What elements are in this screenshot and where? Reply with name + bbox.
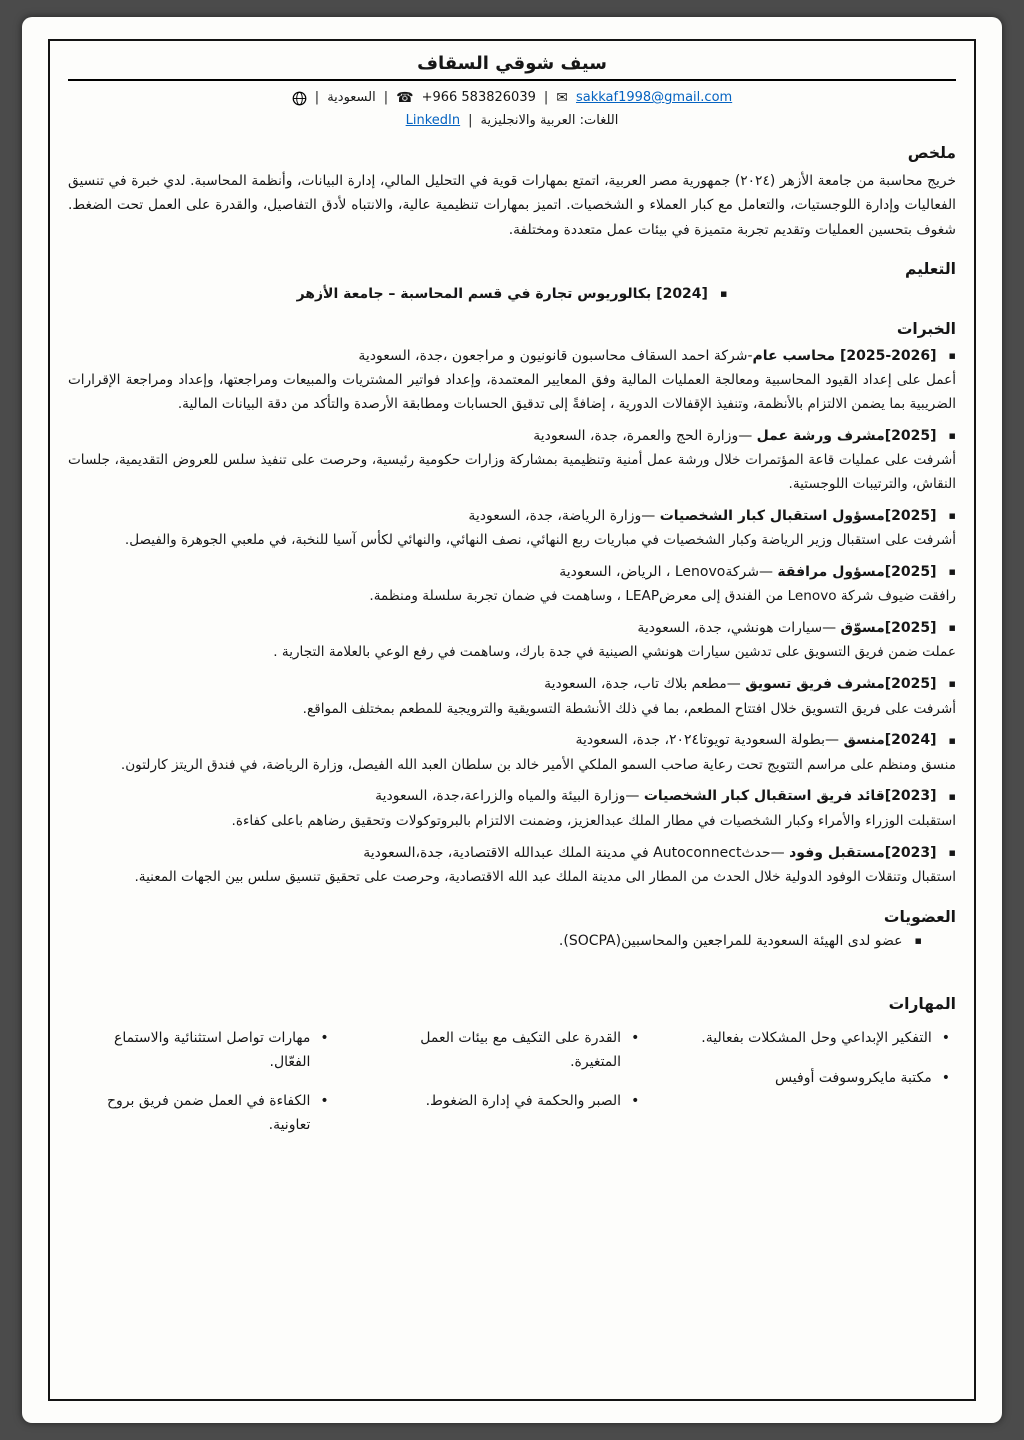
- phone-icon: ☎: [396, 90, 414, 107]
- skill-item: [695, 1027, 950, 1051]
- linkedin-link[interactable]: LinkedIn: [405, 113, 461, 129]
- section-experience: [68, 320, 956, 890]
- experience-description: أعمل على إعداد القيود المحاسبية ومعالجة العمليات المالية وفق المعايير المعتمدة، وإعداد فواتير المشتريات والمبيعات ومراجعتها، وإعداد ومراجعة الإقرارات الضريبية بما يضمن الالتزام بالأنظمة، وتنفيذ الإقفالات الدورية ، إضافةً إلى تدقيق الحسابات ومطابقة الأرصدة والتأكد من دقة البيانات المالية.: [68, 372, 956, 412]
- experience-organization: -شركة احمد السقاف محاسبون قانونيون و مراجعون ،جدة، السعودية: [358, 347, 753, 364]
- section-skills: [68, 995, 956, 1138]
- globe-icon: [292, 91, 307, 106]
- experience-title-line: [68, 785, 956, 807]
- languages-label: اللغات: العربية والانجليزية: [480, 113, 619, 129]
- experience-description: منسق ومنظم على مراسم التتويج تحت رعاية صاحب السمو الملكي الأمير خالد بن سلطان العبد الله الفيصل، وزارة الرياضة، في فندق الريتز كارلتون.: [120, 756, 956, 773]
- experience-title-line: [68, 729, 956, 751]
- experience-title-line: [68, 505, 956, 527]
- candidate-name: سيف شوقي السقاف: [417, 53, 607, 74]
- page-border-frame: [48, 39, 976, 1401]
- phone-number: +966 583826039: [421, 90, 536, 105]
- resume-page: [22, 17, 1002, 1423]
- square-bullet-icon: ▪: [948, 845, 956, 859]
- square-bullet-icon: ▪: [948, 789, 956, 803]
- experience-description: عملت ضمن فريق التسويق على تدشين سيارات هونشي الصينية في جدة بارك، وساهمت في رفع الوعي بالعلامة التجارية .: [273, 644, 956, 661]
- experience-organization: —وزارة الحج والعمرة، جدة، السعودية: [533, 427, 757, 444]
- summary-text: خريج محاسبة من جامعة الأزهر (٢٠٢٤) جمهورية مصر العربية، اتمتع بمهارات قوية في التحليل المالي، إدارة البيانات، وأنظمة المحاسبة. لدي خبرة في تنسيق الفعاليات وإدارة اللوجستيات، والتعامل مع كبار العملاء و الشخصيات. اتميز بمهارات تنظيمية عالية، والانتباه لأدق التفاصيل، والقدرة على العمل تحت الضغط. شغوف بتحسين العمليات وتقديم تجربة متميزة في بيئات عمل متعددة ومختلفة.: [68, 173, 956, 238]
- skills-grid: [68, 1027, 956, 1138]
- experience-role: [2025-2026] محاسب عام: [752, 347, 937, 364]
- experience-organization: —وزارة الرياضة، جدة، السعودية: [468, 507, 660, 524]
- experience-description: استقبال وتنقلات الوفود الدولية خلال الحدث من المطار الى مدينة الملك عبد الله الاقتصادية، وحرصت على تحقيق تنسيق سلس بين الجهات المعنية.: [134, 869, 956, 886]
- experience-description: أشرفت على عمليات قاعة المؤتمرات خلال ورشة عمل أمنية وتنظيمية بمشاركة وزارات حكومية رئيسية، وحرصت على تنفيذ سلس للعروض التقديمية، جلسات النقاش، والترتيبات اللوجستية.: [68, 452, 956, 492]
- experience-item: [68, 345, 956, 417]
- dot-bullet-icon: •: [320, 1093, 329, 1110]
- experience-item: [68, 842, 956, 890]
- summary-heading: ملخص: [907, 144, 956, 163]
- square-bullet-icon: ▪: [948, 348, 956, 362]
- experience-heading: الخبرات: [896, 319, 956, 338]
- experience-role: [2025]مسؤول استقبال كبار الشخصيات: [659, 507, 937, 524]
- skill-text: الصبر والحكمة في إدارة الضغوط.: [425, 1093, 622, 1110]
- experience-description: استقبلت الوزراء والأمراء وكبار الشخصيات في مطار الملك عبدالعزيز، وضمنت الالتزام بالبروتوكولات وتحقيق رضاهم باعلى كفاءة.: [231, 812, 956, 829]
- separator: |: [383, 90, 389, 105]
- experience-organization: —شركةLenovo ، الرياض، السعودية: [559, 563, 778, 580]
- experience-organization: —وزارة البيئة والمياه والزراعة،جدة، السعودية: [375, 788, 644, 805]
- membership-item: [68, 933, 956, 949]
- square-bullet-icon: ▪: [914, 934, 922, 948]
- membership-text: عضو لدى الهيئة السعودية للمراجعين والمحاسبين(SOCPA).: [558, 932, 903, 949]
- skill-text: الكفاءة في العمل ضمن فريق بروح تعاونية.: [106, 1093, 311, 1134]
- skill-text: القدرة على التكيف مع بيئات العمل المتغيرة.: [420, 1029, 622, 1070]
- dot-bullet-icon: •: [941, 1029, 950, 1046]
- experience-description: أشرفت على فريق التسويق خلال افتتاح المطعم، بما في ذلك الأنشطة التسويقية والترويجية للمطعم بمختلف المواقع.: [302, 700, 956, 717]
- experience-item: [68, 673, 956, 721]
- square-bullet-icon: ▪: [948, 428, 956, 442]
- skill-item: [74, 1027, 329, 1075]
- experience-role: [2025]مسوّق: [840, 619, 937, 636]
- dot-bullet-icon: •: [941, 1069, 950, 1086]
- skills-column-middle: [385, 1027, 640, 1138]
- experience-organization: —حدثAutoconnect في مدينة الملك عبدالله الاقتصادية، جدة،السعودية: [363, 844, 790, 861]
- experience-title-line: [68, 345, 956, 367]
- education-heading: التعليم: [904, 259, 956, 278]
- skill-text: مهارات تواصل استثنائية والاستماع الفعّال.: [113, 1029, 311, 1070]
- experience-description: رافقت ضيوف شركة Lenovo من الفندق إلى معرضLEAP ، وساهمت في ضمان تجربة سلسلة ومنظمة.: [369, 588, 956, 605]
- experience-item: [68, 561, 956, 609]
- experience-role: [2025]مسؤول مرافقة: [777, 563, 937, 580]
- separator: |: [543, 90, 549, 105]
- memberships-heading: العضويات: [883, 907, 956, 926]
- education-item: [68, 286, 956, 302]
- skills-column-right: [695, 1027, 950, 1138]
- skill-item: [385, 1027, 640, 1075]
- experience-item: [68, 505, 956, 553]
- contact-line-primary: [68, 88, 956, 108]
- skills-heading: المهارات: [888, 994, 956, 1013]
- experience-item: [68, 425, 956, 497]
- experience-role: [2023]قائد فريق استقبال كبار الشخصيات: [643, 788, 937, 805]
- experience-title-line: [68, 673, 956, 695]
- separator: |: [314, 90, 320, 105]
- experience-item: [68, 617, 956, 665]
- square-bullet-icon: ▪: [948, 733, 956, 747]
- square-bullet-icon: ▪: [948, 677, 956, 691]
- experience-organization: —مطعم بلاك تاب، جدة، السعودية: [544, 676, 746, 693]
- section-memberships: [68, 908, 956, 949]
- experience-organization: —سيارات هونشي، جدة، السعودية: [637, 619, 841, 636]
- experience-title-line: [68, 617, 956, 639]
- section-education: [68, 260, 956, 302]
- experience-item: [68, 729, 956, 777]
- skill-text: التفكير الإبداعي وحل المشكلات بفعالية.: [701, 1029, 932, 1046]
- square-bullet-icon: ▪: [948, 621, 956, 635]
- email-icon: ✉: [556, 90, 568, 107]
- experience-description: أشرفت على استقبال وزير الرياضة وكبار الشخصيات في مباريات ربع النهائي، نصف النهائي، والنهائي لكأس آسيا للنخبة، في ملعبي الجوهرة والفيصل.: [124, 532, 956, 548]
- square-bullet-icon: ▪: [719, 287, 728, 301]
- country-label: السعودية: [327, 90, 376, 105]
- experience-role: [2025]مشرف فريق تسويق: [745, 676, 937, 693]
- experience-title-line: [68, 425, 956, 447]
- dot-bullet-icon: •: [631, 1029, 640, 1046]
- experience-title-line: [68, 842, 956, 864]
- skill-item: [385, 1090, 640, 1114]
- skills-column-left: [74, 1027, 329, 1138]
- experience-role: [2024]منسق: [843, 732, 937, 749]
- header-divider: [68, 79, 956, 81]
- contact-line-secondary: [68, 111, 956, 131]
- skill-item: [74, 1090, 329, 1138]
- education-degree: [2024] بكالوريوس تجارة في قسم المحاسبة – جامعة الأزهر: [296, 285, 708, 302]
- separator: |: [468, 113, 473, 129]
- email-link[interactable]: sakkaf1998@gmail.com: [575, 90, 733, 105]
- experience-role: [2025]مشرف ورشة عمل: [756, 427, 937, 444]
- dot-bullet-icon: •: [631, 1093, 640, 1110]
- section-summary: [68, 144, 956, 241]
- skill-text: مكتبة مايكروسوفت أوفيس: [774, 1069, 932, 1086]
- skill-item: [695, 1067, 950, 1091]
- experience-item: [68, 785, 956, 833]
- square-bullet-icon: ▪: [948, 564, 956, 578]
- resume-header: [68, 49, 956, 131]
- square-bullet-icon: ▪: [948, 508, 956, 522]
- experience-role: [2023]مستقبل وفود: [789, 844, 937, 861]
- dot-bullet-icon: •: [320, 1029, 329, 1046]
- experience-title-line: [68, 561, 956, 583]
- experience-organization: —بطولة السعودية تويوتا٢٠٢٤، جدة، السعودية: [575, 732, 844, 749]
